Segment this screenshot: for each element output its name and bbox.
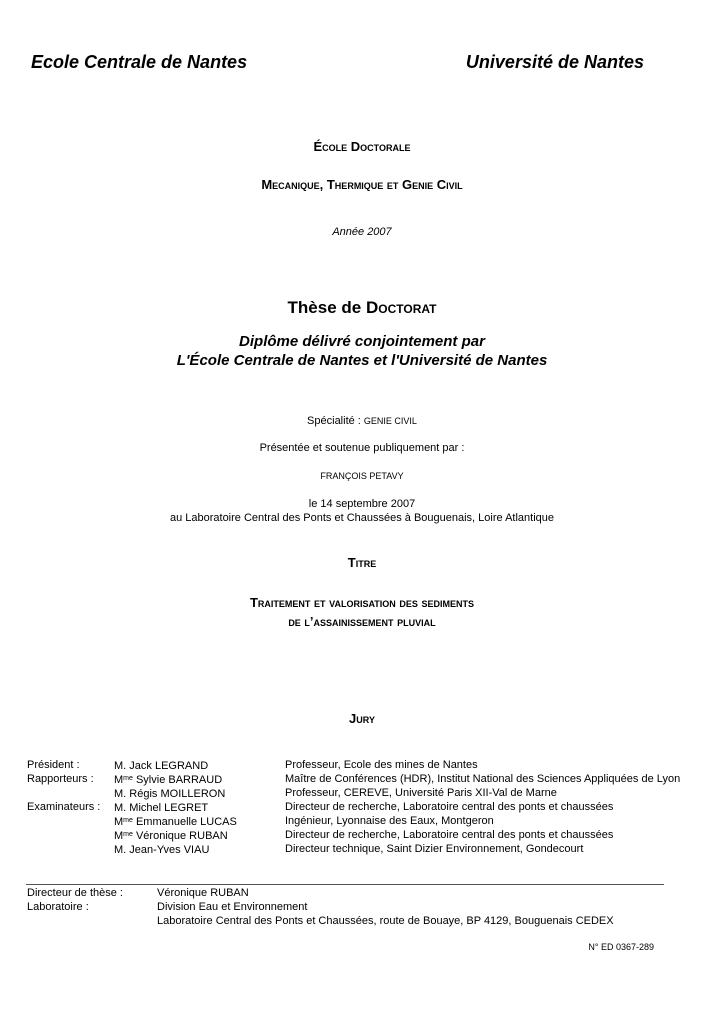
jury-affiliations — [285, 758, 715, 856]
left-school-header: Ecole Centrale de Nantes — [31, 52, 248, 72]
jury-member-name: $M^{me}$ Véronique RUBAN — [114, 830, 228, 842]
thesis-title-prefix: Thèse de — [287, 298, 362, 317]
thesis-subject-line-1: Traitement et valorisation des sediments — [249, 595, 475, 610]
defense-place: au Laboratoire Central des Ponts et Chaussées à Bouguenais, Loire Atlantique — [169, 512, 555, 524]
director-label: Directeur de thèse : — [27, 887, 123, 899]
director-value: Véronique RUBAN — [157, 887, 249, 899]
jury-affiliation: Directeur technique, Saint Dizier Environnement, Gondecourt — [285, 843, 584, 855]
footer-labels — [27, 886, 155, 914]
footer-divider — [26, 884, 664, 885]
speciality — [0, 415, 724, 427]
author-name: FRANÇOIS PETAVY — [320, 471, 404, 481]
jury-role — [27, 786, 113, 800]
jury-role: Rapporteurs : — [27, 773, 94, 785]
presented-by: Présentée et soutenue publiquement par : — [259, 442, 465, 454]
jury-roles — [27, 758, 113, 856]
diploma-line-2: L'École Centrale de Nantes et l'Université de Nantes — [176, 352, 548, 369]
jury-affiliation: Maître de Conférences (HDR), Institut National des Sciences Appliquées de Lyon — [285, 773, 681, 785]
defense-date: le 14 septembre 2007 — [308, 498, 416, 510]
jury-role — [27, 842, 113, 856]
lab-label: Laboratoire : — [27, 901, 89, 913]
jury-role: Examinateurs : — [27, 801, 101, 813]
lab-line-2: Laboratoire Central des Ponts et Chaussées, route de Bouaye, BP 4129, Bouguenais CEDEX — [157, 915, 614, 927]
jury-role: Président : — [27, 759, 80, 771]
jury-member-name: M. Jean-Yves VIAU — [114, 844, 210, 856]
thesis-title-word: Doctorat — [365, 298, 437, 317]
jury-heading: Jury — [349, 711, 375, 726]
jury-affiliation: Directeur de recherche, Laboratoire central des ponts et chaussées — [285, 801, 614, 813]
year: Année 2007 — [332, 226, 392, 238]
diploma-line-1: Diplôme délivré conjointement par — [239, 333, 485, 350]
jury-member-name: $M^{me}$ Emmanuelle LUCAS — [114, 816, 237, 828]
thesis-title — [0, 298, 724, 318]
jury-member-name: M. Régis MOILLERON — [114, 788, 226, 800]
ed-number: N° ED 0367-289 — [588, 942, 654, 952]
jury-role — [27, 814, 113, 828]
title-heading: Titre — [347, 555, 377, 570]
speciality-label: Spécialité : — [307, 415, 361, 427]
doctoral-school-field: Mecanique, Thermique et Genie Civil — [261, 177, 463, 192]
jury-member-name: $M^{me}$ Sylvie BARRAUD — [114, 774, 223, 786]
right-school-header: Université de Nantes — [465, 52, 644, 72]
jury-affiliation: Professeur, CEREVE, Université Paris XII-Val de Marne — [285, 787, 557, 799]
speciality-value: GENIE CIVIL — [363, 416, 417, 426]
jury-member-name: M. Jack LEGRAND — [114, 760, 209, 772]
doctoral-school-title: École Doctorale — [313, 139, 411, 154]
jury-member-name: M. Michel LEGRET — [114, 802, 209, 814]
jury-role — [27, 828, 113, 842]
jury-affiliation: Professeur, Ecole des mines de Nantes — [285, 759, 478, 771]
thesis-subject-line-2: de l’assainissement pluvial — [288, 614, 436, 629]
footer-values — [157, 886, 697, 928]
jury-affiliation: Directeur de recherche, Laboratoire central des ponts et chaussées — [285, 829, 614, 841]
jury-affiliation: Ingénieur, Lyonnaise des Eaux, Montgeron — [285, 815, 494, 827]
jury-names — [114, 758, 284, 856]
lab-line-1: Division Eau et Environnement — [157, 901, 308, 913]
